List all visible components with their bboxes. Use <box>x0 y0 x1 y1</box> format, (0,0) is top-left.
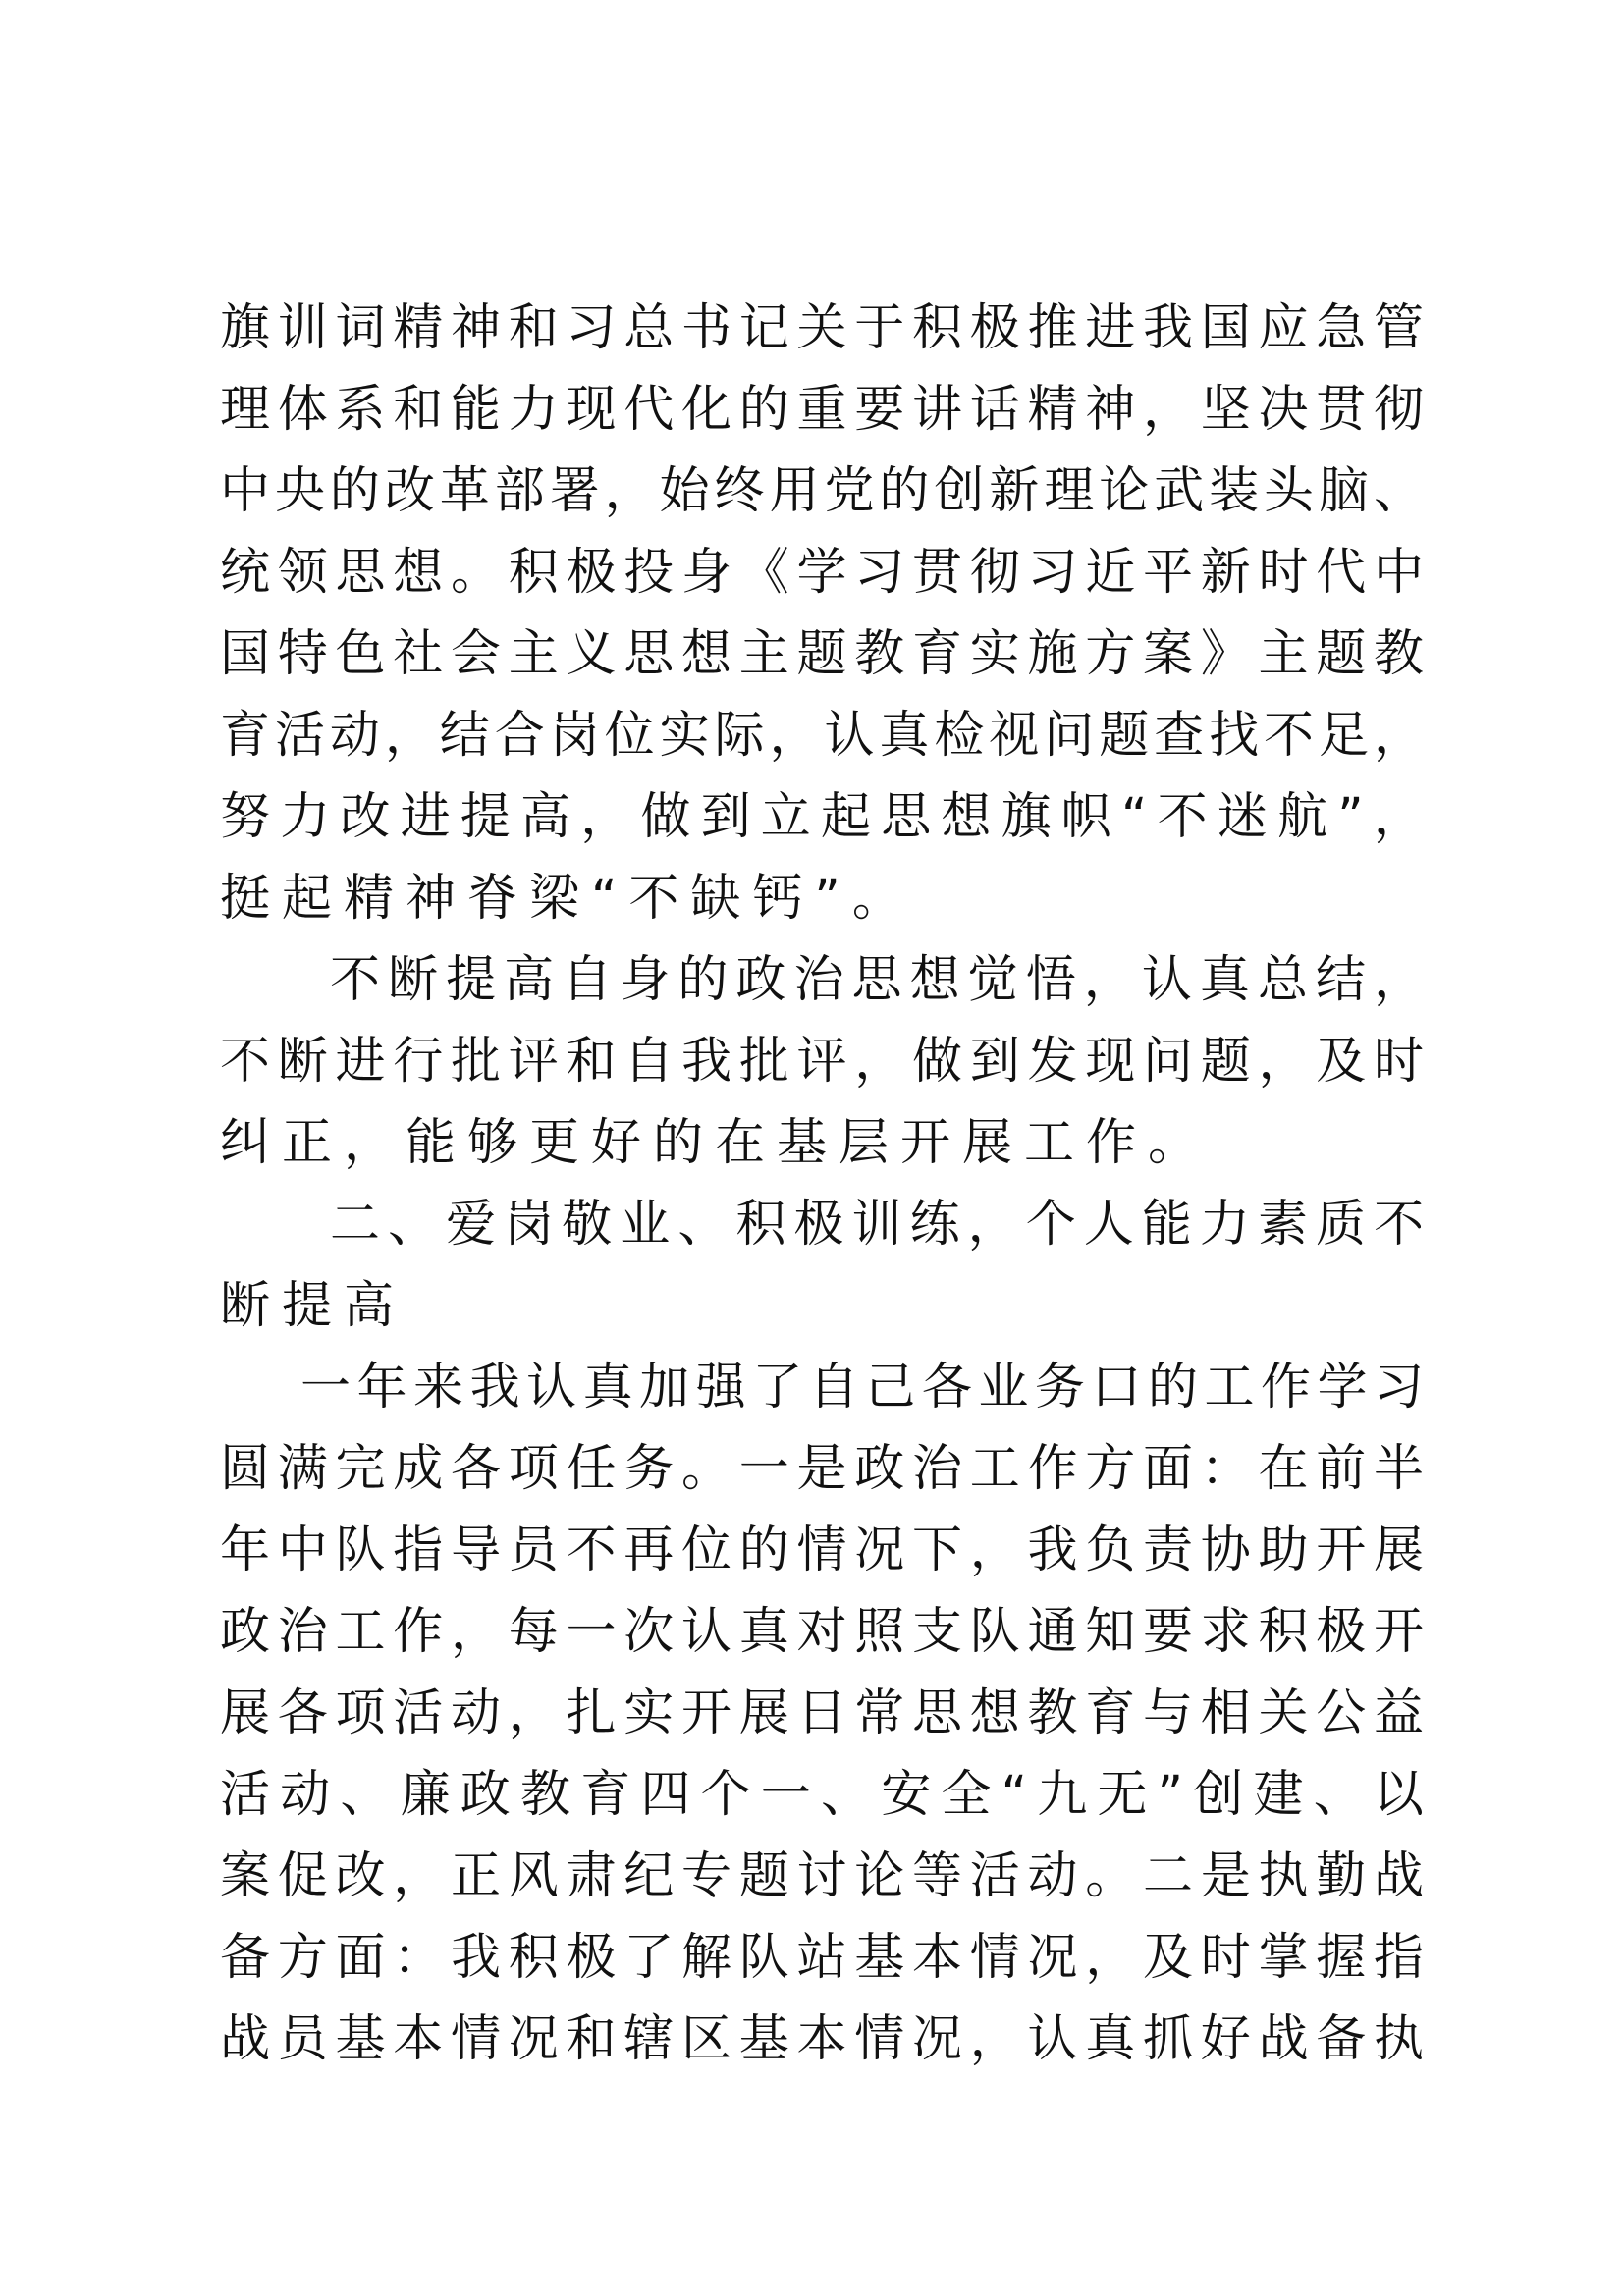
text-line-18: 展各项活动，扎实开展日常思想教育与相关公益 <box>220 1684 1432 1742</box>
text-line-15: 圆满完成各项任务。一是政治工作方面：在前半 <box>220 1440 1432 1498</box>
text-line-8: 挺起精神脊梁“不缺钙”。 <box>220 870 914 928</box>
text-line-16: 年中队指导员不再位的情况下，我负责协助开展 <box>220 1522 1432 1579</box>
text-line-17: 政治工作，每一次认真对照支队通知要求积极开 <box>220 1603 1432 1661</box>
text-line-4: 统领思想。积极投身《学习贯彻习近平新时代中 <box>220 544 1432 602</box>
text-line-14: 一年来我认真加强了自己各业务口的工作学习 <box>300 1359 1431 1416</box>
text-line-10: 不断进行批评和自我批评，做到发现问题，及时 <box>220 1033 1432 1091</box>
text-line-21: 备方面：我积极了解队站基本情况，及时掌握指 <box>220 1929 1432 1987</box>
text-line-3: 中央的改革部署，始终用党的创新理论武装头脑、 <box>220 462 1429 520</box>
text-line-22: 战员基本情况和辖区基本情况，认真抓好战备执 <box>220 2010 1432 2068</box>
text-line-11: 纠正，能够更好的在基层开展工作。 <box>220 1114 1211 1172</box>
text-line-2: 理体系和能力现代化的重要讲话精神，坚决贯彻 <box>220 381 1432 439</box>
text-line-9: 不断提高自身的政治思想觉悟，认真总结， <box>330 951 1433 1009</box>
text-line-5: 国特色社会主义思想主题教育实施方案》主题教 <box>220 625 1432 683</box>
section-heading-line-2: 断提高 <box>220 1277 406 1335</box>
text-line-19: 活动、廉政教育四个一、安全“九无”创建、以 <box>220 1766 1435 1824</box>
text-line-6: 育活动，结合岗位实际，认真检视问题查找不足， <box>220 707 1429 765</box>
text-line-20: 案促改，正风肃纪专题讨论等活动。二是执勤战 <box>220 1847 1432 1905</box>
text-line-7: 努力改进提高，做到立起思想旗帜“不迷航”， <box>220 788 1435 846</box>
section-heading-line-1: 二、爱岗敬业、积极训练，个人能力素质不 <box>330 1196 1433 1254</box>
text-line-1: 旗训词精神和习总书记关于积极推进我国应急管 <box>220 299 1432 357</box>
